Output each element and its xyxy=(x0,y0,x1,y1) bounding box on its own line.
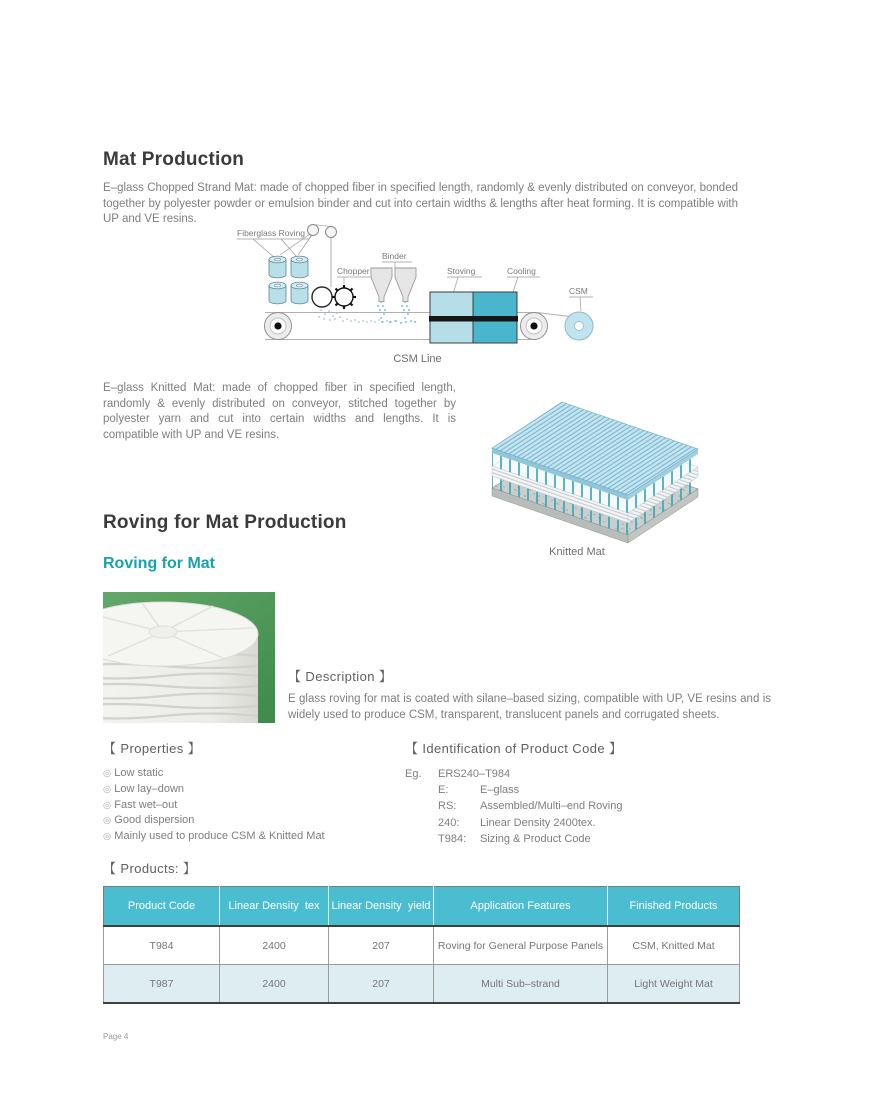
table-row xyxy=(104,926,740,965)
products-table xyxy=(103,886,740,1004)
chopped-fiber-spray xyxy=(318,309,396,323)
code-part: E: xyxy=(438,784,449,797)
eg-label: Eg. xyxy=(405,768,422,780)
mat-production-paragraph: E–glass Chopped Strand Mat: made of chopped fiber in specified length, randomly & evenly distributed on conveyor, bonded together by polyester powder or emulsion binder and cut into certain widths & lengths after heat forming. It is compatible with UP and VE resins. xyxy=(103,182,738,226)
cooling-label: Cooling xyxy=(507,266,536,276)
mat-production-title: Mat Production xyxy=(103,149,245,170)
ring-bullet-icon: ◎ xyxy=(103,815,112,827)
example-code: ERS240–T984 xyxy=(438,768,511,780)
code-meaning: Assembled/Multi–end Roving xyxy=(480,800,623,813)
list-item xyxy=(103,766,325,782)
identification-block xyxy=(405,766,622,847)
list-item xyxy=(103,813,325,829)
csm-label: CSM xyxy=(569,286,588,296)
identification-row xyxy=(405,782,622,798)
ring-bullet-icon: ◎ xyxy=(103,768,112,779)
csm-line-caption: CSM Line xyxy=(393,353,442,365)
property-label: Good dispersion xyxy=(114,814,195,827)
code-meaning: Sizing & Product Code xyxy=(480,832,591,845)
table-cell: 2400 xyxy=(220,926,329,965)
description-heading: 【 Description 】 xyxy=(288,669,393,684)
column-header: Finished Products xyxy=(608,887,740,927)
property-label: Fast wet–out xyxy=(114,798,178,811)
binder-hopper-icons xyxy=(371,268,416,302)
properties-heading: 【 Properties 】 xyxy=(103,741,202,756)
table-row xyxy=(104,965,740,1004)
identification-row xyxy=(405,831,622,847)
fiberglass-roving-label: Fiberglass Roving xyxy=(237,228,306,238)
code-part: RS: xyxy=(438,800,457,813)
code-part: 240: xyxy=(438,816,460,829)
table-cell: T987 xyxy=(104,965,220,1004)
csm-leader xyxy=(569,297,593,311)
knitted-mat-illustration xyxy=(480,394,715,546)
mat-band xyxy=(429,316,518,322)
table-cell: T984 xyxy=(104,926,220,965)
knitted-mat-caption: Knitted Mat xyxy=(549,546,605,558)
roving-spool xyxy=(103,602,258,723)
knitted-mat-paragraph: E–glass Knitted Mat: made of chopped fiber in specified length, randomly & evenly distributed on conveyor, stitched together by polyester yarn and cut into certain widths and lengths. It is compatible with UP and VE resins. xyxy=(103,382,456,441)
binder-label: Binder xyxy=(382,251,407,261)
csm-line-diagram xyxy=(225,222,610,372)
table-cell: Light Weight Mat xyxy=(608,965,740,1004)
property-label: Mainly used to produce CSM & Knitted Mat xyxy=(114,830,325,843)
spool-icons xyxy=(269,256,308,304)
list-item xyxy=(103,798,325,814)
binder-leader xyxy=(382,262,412,268)
column-header: Product Code xyxy=(104,887,220,927)
code-meaning: E–glass xyxy=(480,784,520,797)
products-heading: 【 Products: 】 xyxy=(103,861,197,876)
table-cell: 2400 xyxy=(220,965,329,1004)
roving-for-mat-title: Roving for Mat xyxy=(103,555,215,572)
stoving-label: Stoving xyxy=(447,266,476,276)
identification-row xyxy=(405,815,622,831)
column-header: Application Features xyxy=(434,887,608,927)
table-cell: Roving for General Purpose Panels xyxy=(434,926,608,965)
ring-bullet-icon: ◎ xyxy=(103,783,112,795)
ring-bullet-icon: ◎ xyxy=(103,799,112,811)
table-cell: 207 xyxy=(329,965,434,1004)
column-header: Linear Density yield xyxy=(329,887,434,927)
roving-photo xyxy=(103,592,275,723)
chopper-label: Chopper xyxy=(337,266,370,276)
identification-example-row xyxy=(405,766,622,782)
identification-row xyxy=(405,798,622,814)
description-paragraph: E glass roving for mat is coated with silane–based sizing, compatible with UP, VE resins and is widely used to produce CSM, transparent, translucent panels and corrugated sheets. xyxy=(288,693,771,721)
code-part: T984: xyxy=(438,832,467,845)
ring-bullet-icon: ◎ xyxy=(103,831,112,843)
column-header: Linear Density tex xyxy=(220,887,329,927)
code-meaning: Linear Density 2400tex. xyxy=(480,816,596,829)
identification-heading: 【 Identification of Product Code 】 xyxy=(405,741,623,756)
list-item xyxy=(103,829,325,845)
roving-for-mat-production-title: Roving for Mat Production xyxy=(103,512,347,533)
page-number: Page 4 xyxy=(103,1032,129,1041)
list-item xyxy=(103,782,325,798)
table-cell: Multi Sub–strand xyxy=(434,965,608,1004)
property-label: Low lay–down xyxy=(114,782,185,795)
property-label: Low static xyxy=(114,767,164,779)
table-header-row xyxy=(104,887,740,927)
table-cell: CSM, Knitted Mat xyxy=(608,926,740,965)
chopper-icon xyxy=(312,285,356,309)
properties-list xyxy=(103,766,325,845)
csm-roll-icon xyxy=(565,312,593,340)
table-cell: 207 xyxy=(329,926,434,965)
